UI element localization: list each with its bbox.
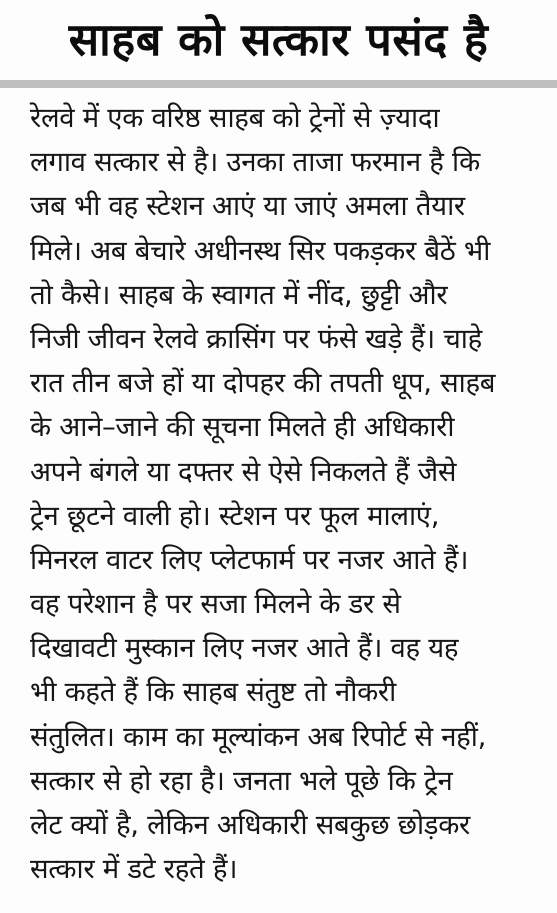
article-line: ट्रेन छूटने वाली हो। स्टेशन पर फूल मालाएं, (30, 499, 440, 532)
article-line: जब भी वह स्टेशन आएं या जाएं अमला तैयार (30, 190, 465, 223)
article-line: रेलवे में एक वरिष्ठ साहब को ट्रेनों से ज़्यादा (30, 102, 440, 134)
article-line: सत्कार में डटे रहते हैं। (30, 853, 238, 886)
article-line: वह परेशान है पर सजा मिलने के डर से (30, 588, 401, 621)
article-line: रात तीन बजे हों या दोपहर की तपती धूप, साहब (30, 367, 496, 400)
article-line: तो कैसे। साहब के स्वागत में नींद, छुट्टी और (30, 278, 448, 311)
article-line: अपने बंगले या दफ्तर से ऐसे निकलते हैं जैसे (30, 455, 457, 488)
article-line: मिनरल वाटर लिए प्लेटफार्म पर नजर आते हैं। (30, 543, 469, 576)
article-line: लगाव सत्कार से है। उनका ताजा फरमान है कि (30, 146, 480, 179)
article-line: निजी जीवन रेलवे क्रासिंग पर फंसे खड़े हैं। चाहे (30, 322, 482, 355)
article-line: लेट क्यों है, लेकिन अधिकारी सबकुछ छोड़कर (30, 809, 470, 841)
article-line: मिले। अब बेचारे अधीनस्थ सिर पकड़कर बैठें भी (30, 234, 491, 267)
article-line: सत्कार से हो रहा है। जनता भले पूछे कि ट्रेन (30, 764, 453, 797)
article-line: के आने–जाने की सूचना मिलते ही अधिकारी (30, 411, 455, 444)
headline: साहब को सत्कार पसंद है (68, 13, 489, 66)
article-line: संतुलित। काम का मूल्यांकन अब रिपोर्ट से नहीं, (30, 720, 487, 753)
article-body (30, 96, 530, 891)
headline-divider (0, 80, 557, 88)
article-line: भी कहते हैं कि साहब संतुष्ट तो नौकरी (30, 676, 397, 709)
article-line: दिखावटी मुस्कान लिए नजर आते हैं। वह यह (30, 632, 459, 665)
